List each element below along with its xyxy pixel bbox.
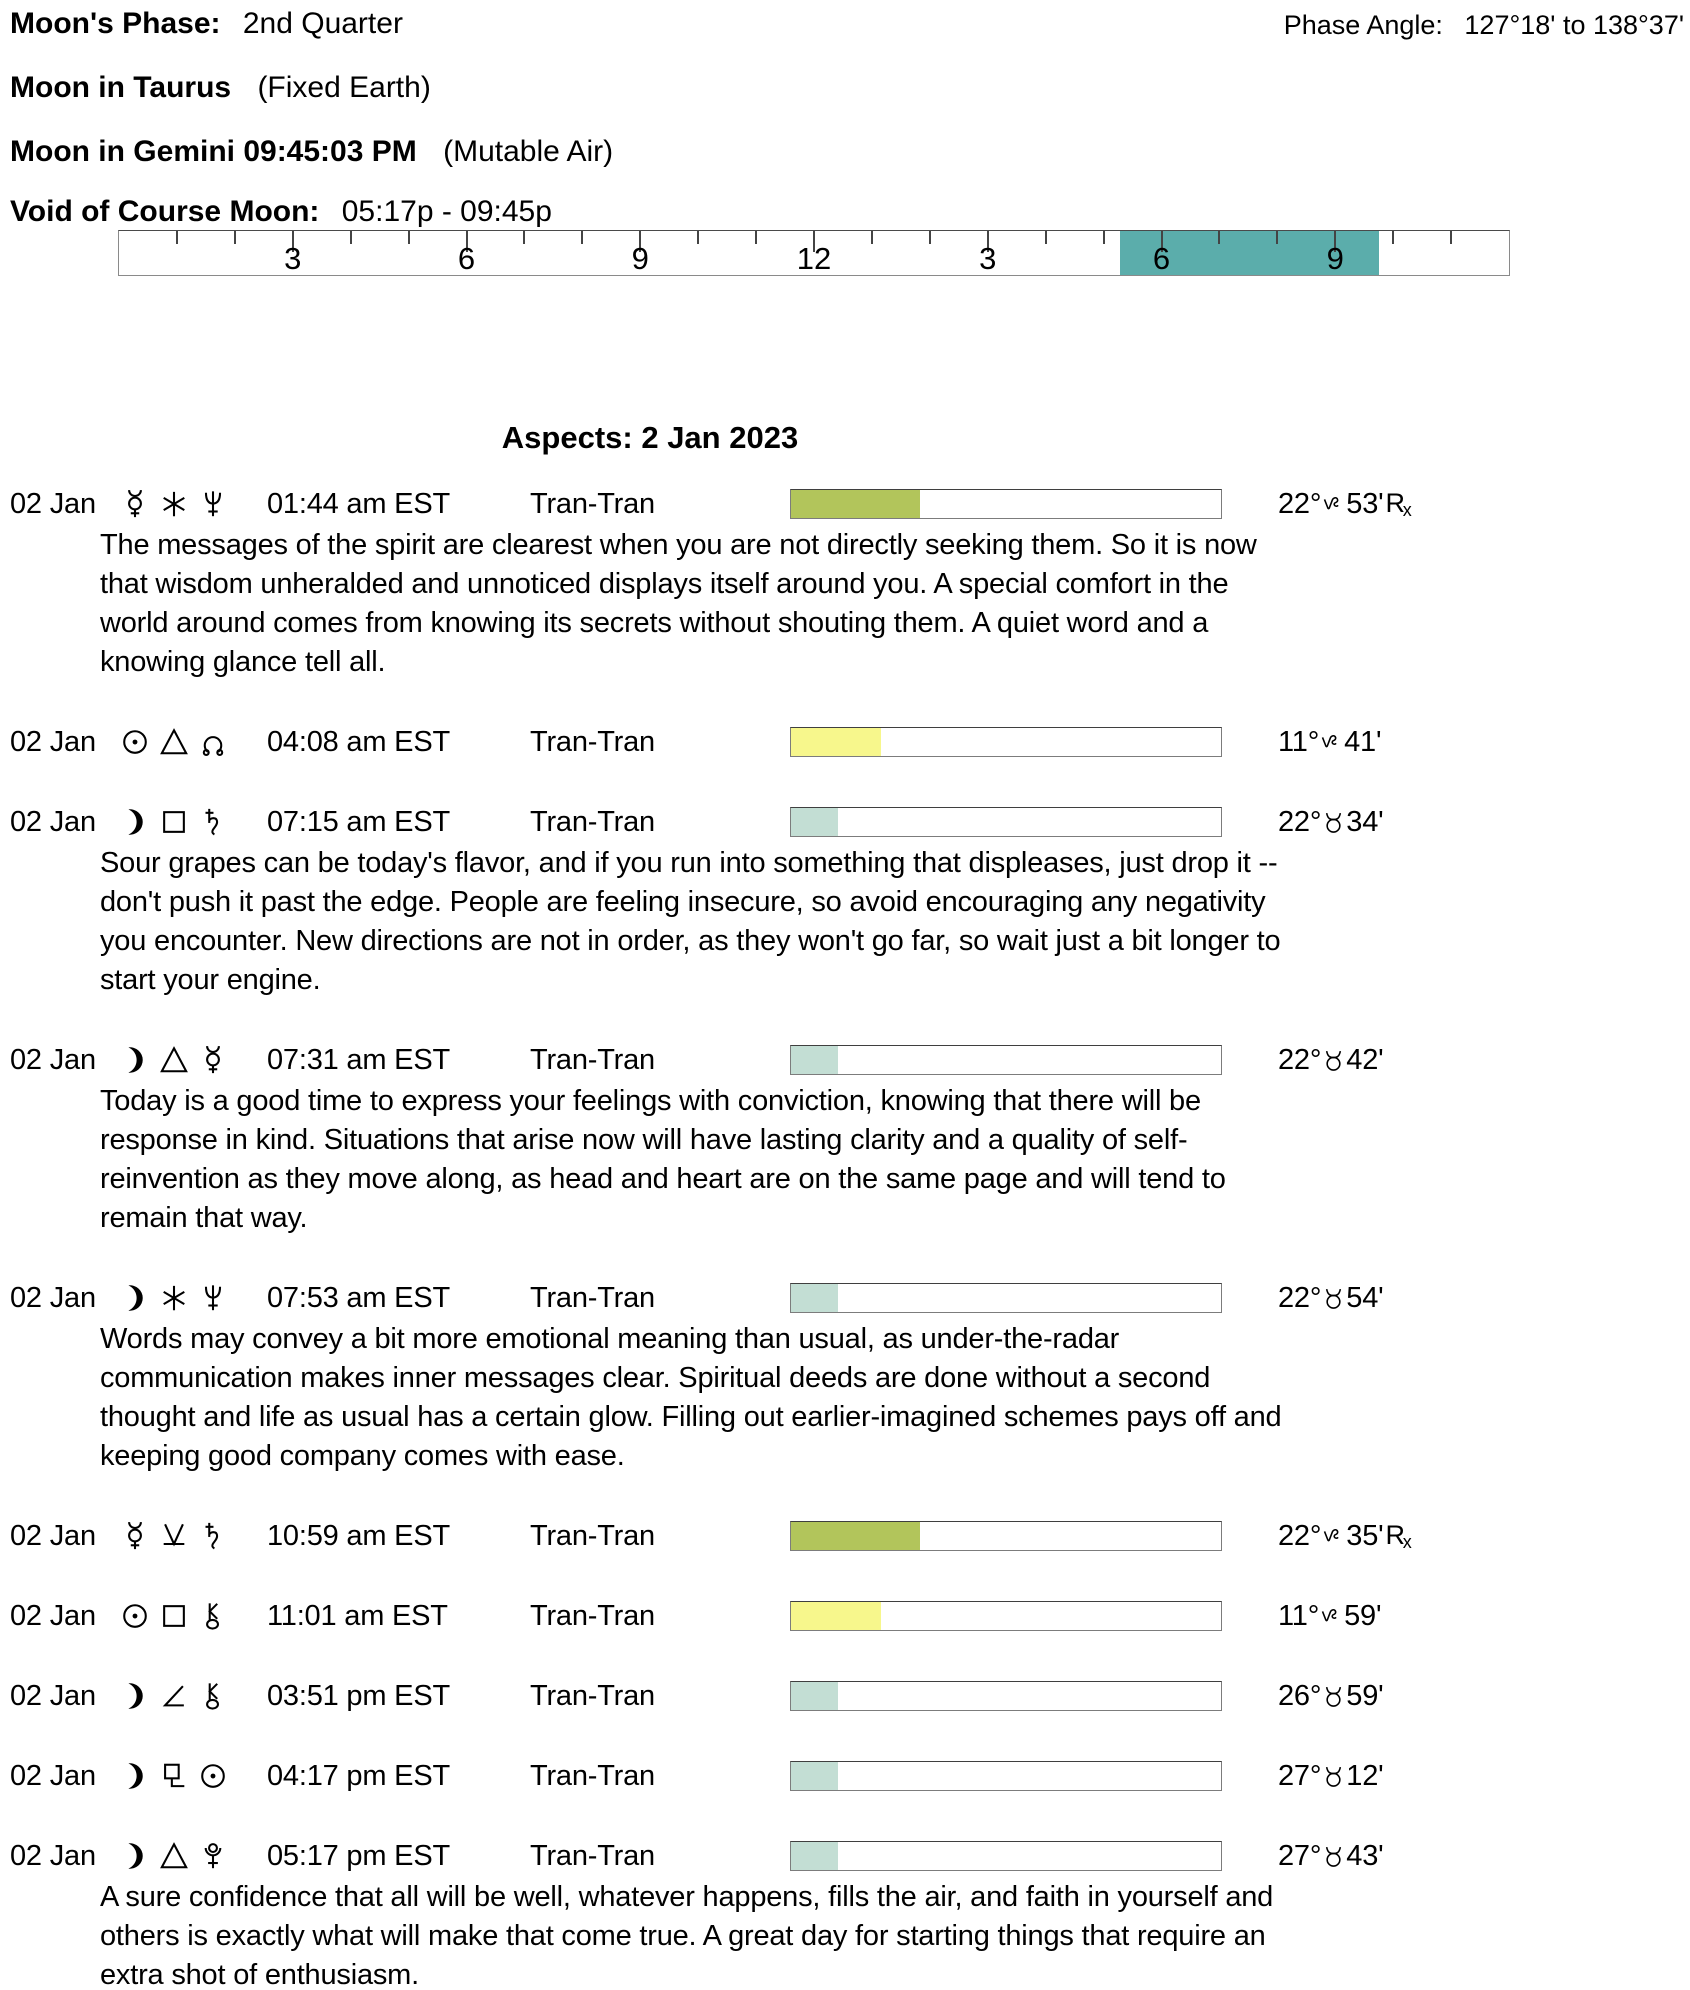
- orb-progress-bar: [790, 489, 1222, 519]
- aspect-block: [0, 1040, 1690, 1238]
- hour-label: 12: [796, 241, 832, 276]
- moon-sign-gemini-quality: (Mutable Air): [443, 135, 614, 168]
- hour-label: 9: [1326, 241, 1344, 276]
- mercury-icon: [198, 1045, 228, 1075]
- moon-sign-gemini-label: Moon in Gemini 09:45:03 PM: [10, 135, 417, 168]
- degree-minutes: 43': [1346, 1839, 1384, 1872]
- taurus-icon: [1322, 1685, 1345, 1708]
- aspect-time: 07:53 am EST: [267, 1281, 450, 1314]
- orb-progress-fill: [791, 1046, 838, 1074]
- taurus-icon: [1322, 1049, 1345, 1072]
- aspect-type: Tran-Tran: [530, 725, 655, 758]
- aspect-block: [0, 802, 1690, 1000]
- aspect-date: 02 Jan: [10, 1043, 96, 1076]
- sextile-icon: [159, 1283, 189, 1313]
- degree-minutes: 59': [1346, 1679, 1384, 1712]
- moon-icon: [120, 1761, 150, 1791]
- hour-label: 6: [457, 241, 476, 276]
- aspect-time: 07:31 am EST: [267, 1043, 450, 1076]
- aspect-symbols: [120, 807, 267, 837]
- hour-tick: [929, 231, 931, 244]
- aspects-title: Aspects: 2 Jan 2023: [501, 420, 799, 455]
- moon-icon: [120, 1841, 150, 1871]
- aspect-symbols: [120, 1761, 267, 1791]
- degree-minutes: 41': [1344, 725, 1382, 758]
- hour-tick: [176, 231, 178, 244]
- hour-tick: [523, 231, 525, 244]
- saturn-icon: [198, 807, 228, 837]
- aspect-row: [0, 1756, 1690, 1796]
- void-of-course-label: Void of Course Moon:: [10, 195, 320, 228]
- hour-tick: [1276, 231, 1278, 244]
- aspect-symbols: [120, 489, 267, 519]
- moon-phase-value: 2nd Quarter: [242, 7, 403, 40]
- aspect-interpretation-text: Words may convey a bit more emotional meaning than usual, as under-the-radar communication makes inner messages clear. Spiritual deeds are done without a second thought and life as usual has a certain glow. Filling out earlier-imagined schemes pays off and keeping good company comes with ease.: [100, 1323, 1282, 1472]
- aspect-time: 04:08 am EST: [267, 725, 450, 758]
- aspect-symbols: [120, 727, 267, 757]
- void-of-course-value: 05:17p - 09:45p: [341, 195, 552, 228]
- sextile-icon: [159, 489, 189, 519]
- orb-progress-bar: [790, 1601, 1222, 1631]
- hour-tick: [1045, 231, 1047, 244]
- aspect-date: 02 Jan: [10, 1679, 96, 1712]
- hour-tick: [697, 231, 699, 244]
- aspect-row: [0, 1278, 1690, 1318]
- orb-progress-bar: [790, 1045, 1222, 1075]
- moon-sign-taurus-label: Moon in Taurus: [10, 71, 232, 104]
- orb-progress-fill: [791, 728, 881, 756]
- mercury-icon: [120, 1521, 150, 1551]
- aspect-time: 07:15 am EST: [267, 805, 450, 838]
- orb-progress-fill: [791, 1602, 881, 1630]
- hour-tick: [1103, 231, 1105, 244]
- aspect-date: 02 Jan: [10, 1599, 96, 1632]
- capricorn-icon: [1322, 1525, 1345, 1548]
- square-icon: [159, 1601, 189, 1631]
- aspect-time: 05:17 pm EST: [267, 1839, 450, 1872]
- aspect-row: [0, 802, 1690, 842]
- sun-icon: [198, 1761, 228, 1791]
- aspect-block: [0, 1836, 1690, 1990]
- taurus-icon: [1322, 811, 1345, 834]
- aspects-list: [0, 484, 1690, 1990]
- moon-sign-gemini-line: [10, 134, 1690, 170]
- moon-icon: [120, 1045, 150, 1075]
- orb-progress-fill: [791, 1762, 838, 1790]
- aspect-row: [0, 1040, 1690, 1080]
- aspect-type: Tran-Tran: [530, 1759, 655, 1792]
- degree-value: 11°: [1278, 1599, 1320, 1632]
- moon-icon: [120, 1283, 150, 1313]
- degree-minutes: 42': [1346, 1043, 1384, 1076]
- aspect-time: 11:01 am EST: [267, 1599, 448, 1632]
- aspect-degree: [1278, 806, 1383, 839]
- sun-icon: [120, 1601, 150, 1631]
- saturn-icon: [198, 1521, 228, 1551]
- aspect-symbols: [120, 1601, 267, 1631]
- aspect-type: Tran-Tran: [530, 1839, 655, 1872]
- degree-minutes: 34': [1346, 805, 1384, 838]
- pluto-icon: [198, 1841, 228, 1871]
- orb-progress-fill: [791, 490, 920, 518]
- aspect-degree: [1278, 1760, 1383, 1793]
- retrograde-symbol: Rx: [1385, 487, 1412, 520]
- aspect-block: [0, 484, 1690, 682]
- aspect-time: 04:17 pm EST: [267, 1759, 450, 1792]
- orb-progress-fill: [791, 1284, 838, 1312]
- hour-tick: [1392, 231, 1394, 244]
- aspect-type: Tran-Tran: [530, 1599, 655, 1632]
- aspect-type: Tran-Tran: [530, 1679, 655, 1712]
- aspect-block: [0, 1278, 1690, 1476]
- aspect-date: 02 Jan: [10, 1839, 96, 1872]
- square-icon: [159, 807, 189, 837]
- aspect-block: [0, 722, 1690, 762]
- degree-value: 22°: [1278, 805, 1322, 838]
- chiron-icon: [198, 1681, 228, 1711]
- aspect-degree: [1278, 1840, 1383, 1873]
- neptune-icon: [198, 489, 228, 519]
- retrograde-symbol: Rx: [1385, 1519, 1412, 1552]
- moon-sign-taurus-quality: (Fixed Earth): [257, 71, 431, 104]
- aspect-row: [0, 1676, 1690, 1716]
- degree-minutes: 35': [1346, 1519, 1384, 1552]
- orb-progress-bar: [790, 1761, 1222, 1791]
- orb-progress-bar: [790, 1283, 1222, 1313]
- aspect-degree: [1278, 1044, 1383, 1077]
- degree-value: 11°: [1278, 725, 1320, 758]
- hour-tick: [581, 231, 583, 244]
- trine-icon: [159, 1045, 189, 1075]
- aspect-time: 10:59 am EST: [267, 1519, 450, 1552]
- phase-angle-value: 127°18' to 138°37': [1464, 10, 1684, 40]
- phase-angle-label: Phase Angle:: [1283, 10, 1443, 40]
- hour-tick: [1450, 231, 1452, 244]
- capricorn-icon: [1320, 731, 1343, 754]
- aspect-type: Tran-Tran: [530, 805, 655, 838]
- moon-icon: [120, 1681, 150, 1711]
- aspect-degree: [1278, 726, 1381, 759]
- orb-progress-bar: [790, 1521, 1222, 1551]
- aspect-type: Tran-Tran: [530, 487, 655, 520]
- aspect-degree: [1278, 1282, 1383, 1315]
- degree-value: 22°: [1278, 1281, 1322, 1314]
- hour-label: 3: [979, 241, 997, 276]
- aspect-date: 02 Jan: [10, 1519, 96, 1552]
- taurus-icon: [1322, 1845, 1345, 1868]
- void-of-course-timeline: [118, 230, 1510, 276]
- aspect-interpretation-text: Sour grapes can be today's flavor, and if you run into something that displeases, just drop it -- don't push it past the edge. People are feeling insecure, so avoid encouraging any negativity you encounter. New directions are not in order, as they won't go far, so wait just a bit longer to start your engine.: [100, 847, 1281, 996]
- orb-progress-bar: [790, 1841, 1222, 1871]
- aspect-symbols: [120, 1283, 267, 1313]
- phase-angle: [1284, 10, 1684, 41]
- orb-progress-fill: [791, 808, 838, 836]
- aspect-interpretation-text: The messages of the spirit are clearest when you are not directly seeking them. So it is now that wisdom unheralded and unnoticed displays itself around you. A special comfort in the world around comes from knowing its secrets without shouting them. A quiet word and a knowing glance tell all.: [100, 529, 1257, 678]
- aspect-date: 02 Jan: [10, 725, 96, 758]
- hour-tick: [755, 231, 757, 244]
- aspect-date: 02 Jan: [10, 1759, 96, 1792]
- aspect-time: 01:44 am EST: [267, 487, 450, 520]
- orb-progress-fill: [791, 1522, 920, 1550]
- aspect-block: [0, 1756, 1690, 1796]
- hour-label: 6: [1152, 241, 1171, 276]
- moon-sign-taurus-line: [10, 70, 1690, 106]
- degree-value: 22°: [1278, 1519, 1322, 1552]
- hour-tick: [234, 231, 236, 244]
- aspect-symbols: [120, 1521, 267, 1551]
- degree-value: 27°: [1278, 1839, 1322, 1872]
- degree-minutes: 54': [1346, 1281, 1384, 1314]
- aspect-symbols: [120, 1841, 267, 1871]
- aspect-symbols: [120, 1045, 267, 1075]
- orb-progress-bar: [790, 727, 1222, 757]
- aspect-block: [0, 1676, 1690, 1716]
- hour-tick: [871, 231, 873, 244]
- aspect-degree: [1278, 488, 1412, 521]
- degree-value: 22°: [1278, 487, 1322, 520]
- aspect-symbols: [120, 1681, 267, 1711]
- aspect-date: 02 Jan: [10, 805, 96, 838]
- aspect-interpretation-text: A sure confidence that all will be well, whatever happens, fills the air, and faith in yourself and others is exactly what will make that come true. A great day for starting things that require an extra shot of enthusiasm.: [100, 1881, 1274, 1990]
- trine-icon: [159, 1841, 189, 1871]
- aspect-date: 02 Jan: [10, 487, 96, 520]
- moon-phase-label: Moon's Phase:: [10, 7, 221, 40]
- orb-progress-fill: [791, 1682, 838, 1710]
- aspect-row: [0, 1516, 1690, 1556]
- degree-minutes: 59': [1344, 1599, 1382, 1632]
- taurus-icon: [1322, 1765, 1345, 1788]
- taurus-icon: [1322, 1287, 1345, 1310]
- degree-minutes: 53': [1346, 487, 1384, 520]
- sun-icon: [120, 727, 150, 757]
- hour-tick: [1218, 231, 1220, 244]
- degree-minutes: 12': [1346, 1759, 1384, 1792]
- semisextile-icon: [159, 1521, 189, 1551]
- degree-value: 26°: [1278, 1679, 1322, 1712]
- hour-tick: [350, 231, 352, 244]
- neptune-icon: [198, 1283, 228, 1313]
- aspect-row: [0, 1836, 1690, 1876]
- trine-icon: [159, 727, 189, 757]
- hour-label: 9: [631, 241, 649, 276]
- hour-tick: [408, 231, 410, 244]
- orb-progress-bar: [790, 807, 1222, 837]
- aspect-interpretation-text: Today is a good time to express your feelings with conviction, knowing that there will be response in kind. Situations that arise now will have lasting clarity and a quality of self-reinvention as they move along, as head and heart are on the same page and will tend to remain that way.: [100, 1085, 1226, 1234]
- aspect-type: Tran-Tran: [530, 1043, 655, 1076]
- aspect-date: 02 Jan: [10, 1281, 96, 1314]
- void-of-course-line: [10, 194, 1690, 230]
- moon-icon: [120, 807, 150, 837]
- hour-label: 3: [284, 241, 302, 276]
- aspect-row: [0, 1596, 1690, 1636]
- orb-progress-fill: [791, 1842, 838, 1870]
- capricorn-icon: [1320, 1605, 1343, 1628]
- aspect-time: 03:51 pm EST: [267, 1679, 450, 1712]
- node-icon: [198, 727, 228, 757]
- aspect-degree: [1278, 1600, 1381, 1633]
- aspect-type: Tran-Tran: [530, 1519, 655, 1552]
- degree-value: 22°: [1278, 1043, 1322, 1076]
- degree-value: 27°: [1278, 1759, 1322, 1792]
- aspect-block: [0, 1516, 1690, 1556]
- orb-progress-bar: [790, 1681, 1222, 1711]
- aspect-block: [0, 1596, 1690, 1636]
- semisquare-icon: [159, 1681, 189, 1711]
- aspect-degree: [1278, 1520, 1412, 1553]
- aspect-type: Tran-Tran: [530, 1281, 655, 1314]
- aspect-row: [0, 484, 1690, 524]
- mercury-icon: [120, 489, 150, 519]
- chiron-icon: [198, 1601, 228, 1631]
- capricorn-icon: [1322, 493, 1345, 516]
- sesquiquadrate-icon: [159, 1761, 189, 1791]
- aspect-row: [0, 722, 1690, 762]
- aspect-degree: [1278, 1680, 1383, 1713]
